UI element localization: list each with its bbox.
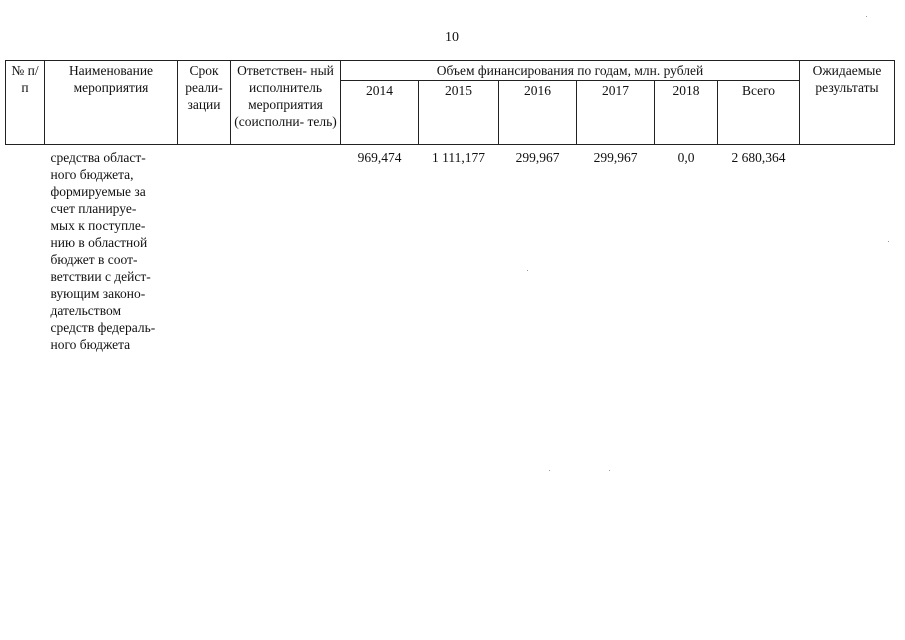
scan-speck <box>549 470 550 471</box>
scan-speck <box>866 16 867 17</box>
header-results: Ожидаемые результаты <box>800 61 895 145</box>
name-line: нию в областной <box>50 235 148 250</box>
cell-value-total: 2 680,364 <box>718 145 800 355</box>
name-line: мых к поступле- <box>50 218 146 233</box>
header-year-2017: 2017 <box>577 81 655 145</box>
scan-speck <box>888 241 889 242</box>
name-line: средств федераль- <box>50 320 156 335</box>
header-total: Всего <box>718 81 800 145</box>
header-num: № п/п <box>6 61 45 145</box>
cell-value-2018: 0,0 <box>655 145 718 355</box>
scan-speck <box>527 270 528 271</box>
name-line: ного бюджета <box>50 337 131 352</box>
name-line: дательством <box>50 303 122 318</box>
financing-table <box>5 60 895 354</box>
header-year-2015: 2015 <box>419 81 499 145</box>
cell-value-2017: 299,967 <box>577 145 655 355</box>
name-line: бюджет в соот- <box>50 252 138 267</box>
name-line: ветствии с дейст- <box>50 269 151 284</box>
cell-results <box>800 145 895 355</box>
scan-speck <box>609 470 610 471</box>
table-row <box>6 145 895 355</box>
name-line: ного бюджета, <box>50 167 134 182</box>
cell-num <box>6 145 45 355</box>
cell-value-2015: 1 111,177 <box>419 145 499 355</box>
header-term: Срок реали- зации <box>178 61 231 145</box>
header-financing: Объем финансирования по годам, млн. рублей <box>341 61 800 81</box>
header-name: Наименование мероприятия <box>45 61 178 145</box>
name-line: счет планируе- <box>50 201 137 216</box>
cell-executor <box>231 145 341 355</box>
name-line: формируемые за <box>50 184 146 199</box>
cell-name <box>45 145 178 355</box>
cell-term <box>178 145 231 355</box>
header-year-2014: 2014 <box>341 81 419 145</box>
header-executor: Ответствен- ный исполнитель мероприятия (соисполни- тель) <box>231 61 341 145</box>
header-year-2016: 2016 <box>499 81 577 145</box>
cell-value-2016: 299,967 <box>499 145 577 355</box>
cell-value-2014: 969,474 <box>341 145 419 355</box>
header-year-2018: 2018 <box>655 81 718 145</box>
page-number: 10 <box>445 30 459 45</box>
name-line: средства област- <box>50 150 146 165</box>
name-line: вующим законо- <box>50 286 146 301</box>
